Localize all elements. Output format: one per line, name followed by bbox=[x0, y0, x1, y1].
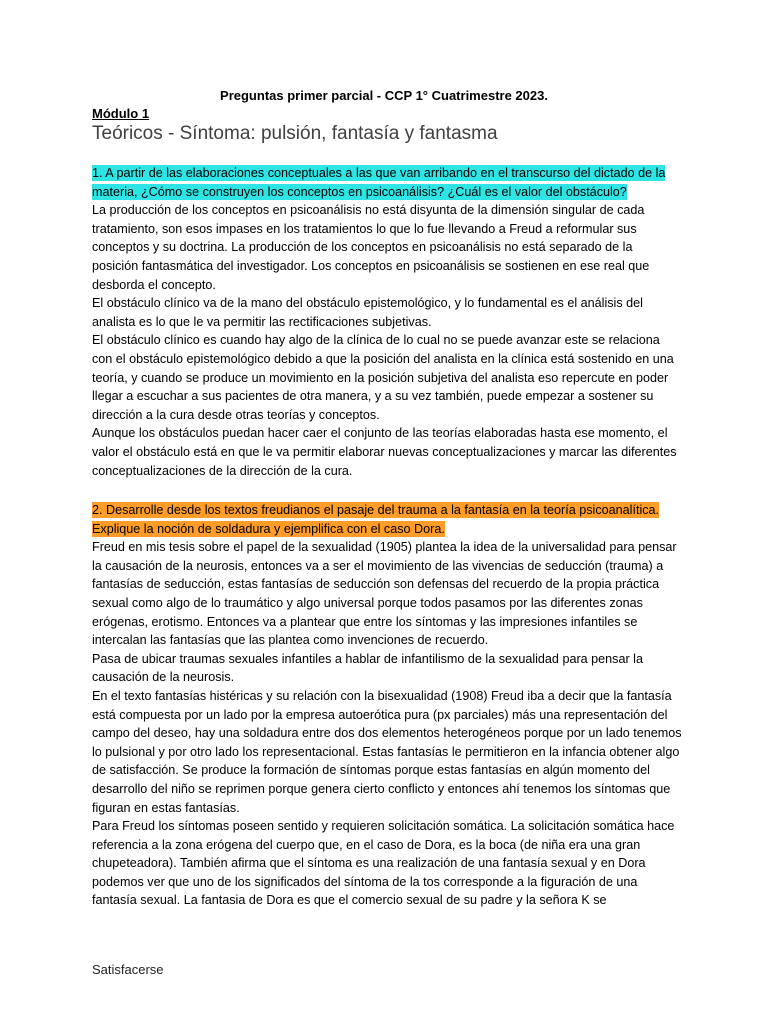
section-heading: Teóricos - Síntoma: pulsión, fantasía y fantasma bbox=[92, 123, 498, 144]
answer-paragraph: La producción de los conceptos en psicoanálisis no está disyunta de la dimensión singular de cada tratamiento, son esos impases en los tratamientos lo que lo fue llevando a Freud a reformular sus conceptos y su doctrina. La producción de los conceptos en psicoanálisis no está separado de la posición fantasmática del investigador. Los conceptos en psicoanálisis se sostienen en ese real que desborda el concepto. bbox=[92, 203, 650, 292]
answer-paragraph: El obstáculo clínico va de la mano del obstáculo epistemológico, y lo fundamental es el análisis del analista es lo que le va permitir las rectificaciones subjetivas. bbox=[92, 296, 643, 329]
question-block-2 bbox=[92, 501, 682, 910]
answer-paragraph: Pasa de ubicar traumas sexuales infantiles a hablar de infantilismo de la sexualidad para pensar la causación de la neurosis. bbox=[92, 651, 643, 685]
answer-paragraph: Freud en mis tesis sobre el papel de la sexualidad (1905) plantea la idea de la universalidad para pensar la causación de la neurosis, entonces va a ser el movimiento de las vivencias de seducción (trauma) a fantasías de seducción, estas fantasías de seducción son defensas del recuerdo de la propia práctica sexual como algo de lo traumático y algo universal porque todos pasamos por las diferentes zonas erógenas, erotismo. Entonces va a plantear que entre los síntomas y las impresiones infantiles se intercalan las fantasías que las plantea como invenciones de recuerdo. bbox=[92, 540, 677, 648]
module-label: Módulo 1 bbox=[92, 106, 150, 121]
footer-label: Satisfacerse bbox=[92, 962, 164, 977]
answer-paragraph: Para Freud los síntomas poseen sentido y requieren solicitación somática. La solicitación somática hace referencia a la zona erógena del cuerpo que, en el caso de Dora, es la boca (de niña era una gran chupeteadora). También afirma que el síntoma es una realización de una fantasía sexual y en Dora podemos ver que uno de los significados del síntoma de la tos corresponde a la figuración de una fantasía sexual. La fantasia de Dora es que el comercio sexual de su padre y la señora K se bbox=[92, 819, 675, 908]
answer-paragraph: El obstáculo clínico es cuando hay algo de la clínica de lo cual no se puede avanzar este se relaciona con el obstáculo epistemológico debido a que la posición del analista en la clínica está sostenido en una teoría, y cuando se produce un movimiento en la posición subjetiva del analista eso repercute en poder llegar a escuchar a sus pacientes de otra manera, y a su vez también, puede empezar a sostener su dirección a la cura desde otras teorías y conceptos. bbox=[92, 333, 674, 422]
question-2-text: 2. Desarrolle desde los textos freudianos el pasaje del trauma a la fantasía en la teoría psicoanalítica. Explique la noción de soldadura y ejemplifica con el caso Dora. bbox=[92, 503, 660, 536]
answer-paragraph: Aunque los obstáculos puedan hacer caer el conjunto de las teorías elaboradas hasta ese momento, el valor el obstáculo está en que le va permitir elaborar nuevas conceptualizaciones y marcar las diferentes conceptualizaciones de la dirección de la cura. bbox=[92, 426, 677, 478]
question-block-1 bbox=[92, 164, 682, 480]
answer-paragraph: En el texto fantasías histéricas y su relación con la bisexualidad (1908) Freud iba a decir que la fantasía está compuesta por un lado por la empresa autoerótica pura (px parciales) más una representación del campo del deseo, hay una soldadura entre dos dos elementos heterogéneos porque por un lado tenemos lo pulsional y por otro lado los representacional. Estas fantasías le permitieron en la infancia obtener algo de satisfacción. Se produce la formación de síntomas porque estas fantasías en algún momento del desarrollo del niño se reprimen porque genera cierto conflicto y entonces ahí tenemos los síntomas que figuran en estas fantasías. bbox=[92, 688, 682, 815]
document-title: Preguntas primer parcial - CCP 1° Cuatrimestre 2023. bbox=[220, 88, 548, 103]
question-1-text: 1. A partir de las elaboraciones conceptuales a las que van arribando en el transcurso del dictado de la materia, ¿Cómo se construyen los conceptos en psicoanálisis? ¿Cuál es el valor del obstáculo? bbox=[92, 166, 666, 199]
